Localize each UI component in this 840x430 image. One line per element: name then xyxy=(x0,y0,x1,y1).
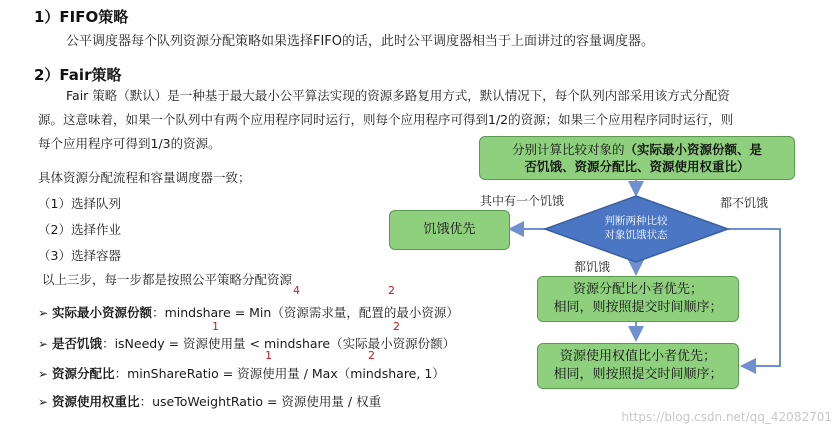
compare-objects-plain: 分别计算比较对象的 xyxy=(511,142,625,157)
step-select-queue: （1）选择队列 xyxy=(38,196,121,211)
decision-diamond-label xyxy=(586,214,686,242)
step-select-container: （3）选择容器 xyxy=(38,248,121,263)
formula-1-note-b: 2 xyxy=(388,284,395,297)
fair-paragraph-line2: 源。这意味着，如果一个队列中有两个应用程序同时运行，则每个应用程序可得到1/2的资源；如果三个应用程序同时运行，则 xyxy=(38,112,734,127)
formula-use-to-weight-name: 资源使用权重比 xyxy=(52,394,140,409)
formula-1-note-a: 4 xyxy=(293,284,300,297)
formula-min-share-ratio-name: 资源分配比 xyxy=(52,366,115,381)
formula-min-share-name: 实际最小资源份额 xyxy=(52,305,153,320)
formula-min-share-expr: ：mindshare = Min（资源需求量，配置的最小资源） xyxy=(152,305,459,320)
ratio-priority-line2: 相同，则按照提交时间顺序； xyxy=(553,300,723,315)
formula-is-needy-expr: ：isNeedy = 资源使用量 < mindshare（实际最小资源份额） xyxy=(102,336,456,351)
compare-objects-bold-line1: （实际最小资源份额、是 xyxy=(624,142,763,157)
hungry-first-box xyxy=(389,210,510,250)
weight-priority-line2: 相同，则按照提交时间顺序； xyxy=(553,367,723,382)
fifo-heading: 1）FIFO策略 xyxy=(34,8,129,26)
fair-paragraph-line3: 每个应用程序可得到1/3的资源。 xyxy=(38,136,221,151)
formula-2-note-a: 1 xyxy=(212,320,219,333)
watermark: https://blog.csdn.net/qq_42082701 xyxy=(621,410,832,424)
compare-objects-box xyxy=(479,136,795,180)
bullet-arrow-icon: ➢ xyxy=(38,337,49,351)
formula-is-needy-name: 是否饥饿 xyxy=(52,336,103,351)
step-select-job: （2）选择作业 xyxy=(38,222,121,237)
compare-objects-bold-line2: 否饥饿、资源分配比、资源使用权重比） xyxy=(524,159,750,174)
steps-summary: 以上三步，每一步都是按照公平策略分配资源 xyxy=(42,272,293,287)
formula-3-note-b: 2 xyxy=(368,349,375,362)
hungry-first-label: 饥饿优先 xyxy=(423,222,476,237)
formula-min-share-ratio-expr: ：minShareRatio = 资源使用量 / Max（mindshare, 1） xyxy=(114,366,445,381)
flow-intro: 具体资源分配流程和容量调度器一致； xyxy=(38,170,251,185)
formula-2-note-b: 2 xyxy=(393,320,400,333)
fifo-body: 公平调度器每个队列资源分配策略如果选择FIFO的话，此时公平调度器相当于上面讲过的容量调度器。 xyxy=(66,34,655,49)
formula-3-note-a: 1 xyxy=(265,349,272,362)
weight-priority-line1: 资源使用权值比小者优先； xyxy=(559,349,716,364)
label-both-hungry: 都饥饿 xyxy=(574,260,611,274)
label-not-hungry: 都不饥饿 xyxy=(720,196,769,210)
formula-use-to-weight-expr: ：useToWeightRatio = 资源使用量 / 权重 xyxy=(139,394,382,409)
fair-heading: 2）Fair策略 xyxy=(34,66,122,84)
diamond-line1: 判断两种比较 xyxy=(604,215,668,227)
fair-paragraph-line1: Fair 策略（默认）是一种基于最大最小公平算法实现的资源多路复用方式，默认情况下，每个队列内部采用该方式分配资 xyxy=(66,88,730,103)
weight-priority-box xyxy=(537,343,739,389)
ratio-priority-line1: 资源分配比小者优先； xyxy=(572,282,703,297)
ratio-priority-box xyxy=(537,276,739,322)
label-one-hungry: 其中有一个饥饿 xyxy=(480,194,565,208)
diamond-line2: 对象饥饿状态 xyxy=(604,229,668,241)
bullet-arrow-icon: ➢ xyxy=(38,395,49,409)
bullet-arrow-icon: ➢ xyxy=(38,367,49,381)
bullet-arrow-icon: ➢ xyxy=(38,306,49,320)
